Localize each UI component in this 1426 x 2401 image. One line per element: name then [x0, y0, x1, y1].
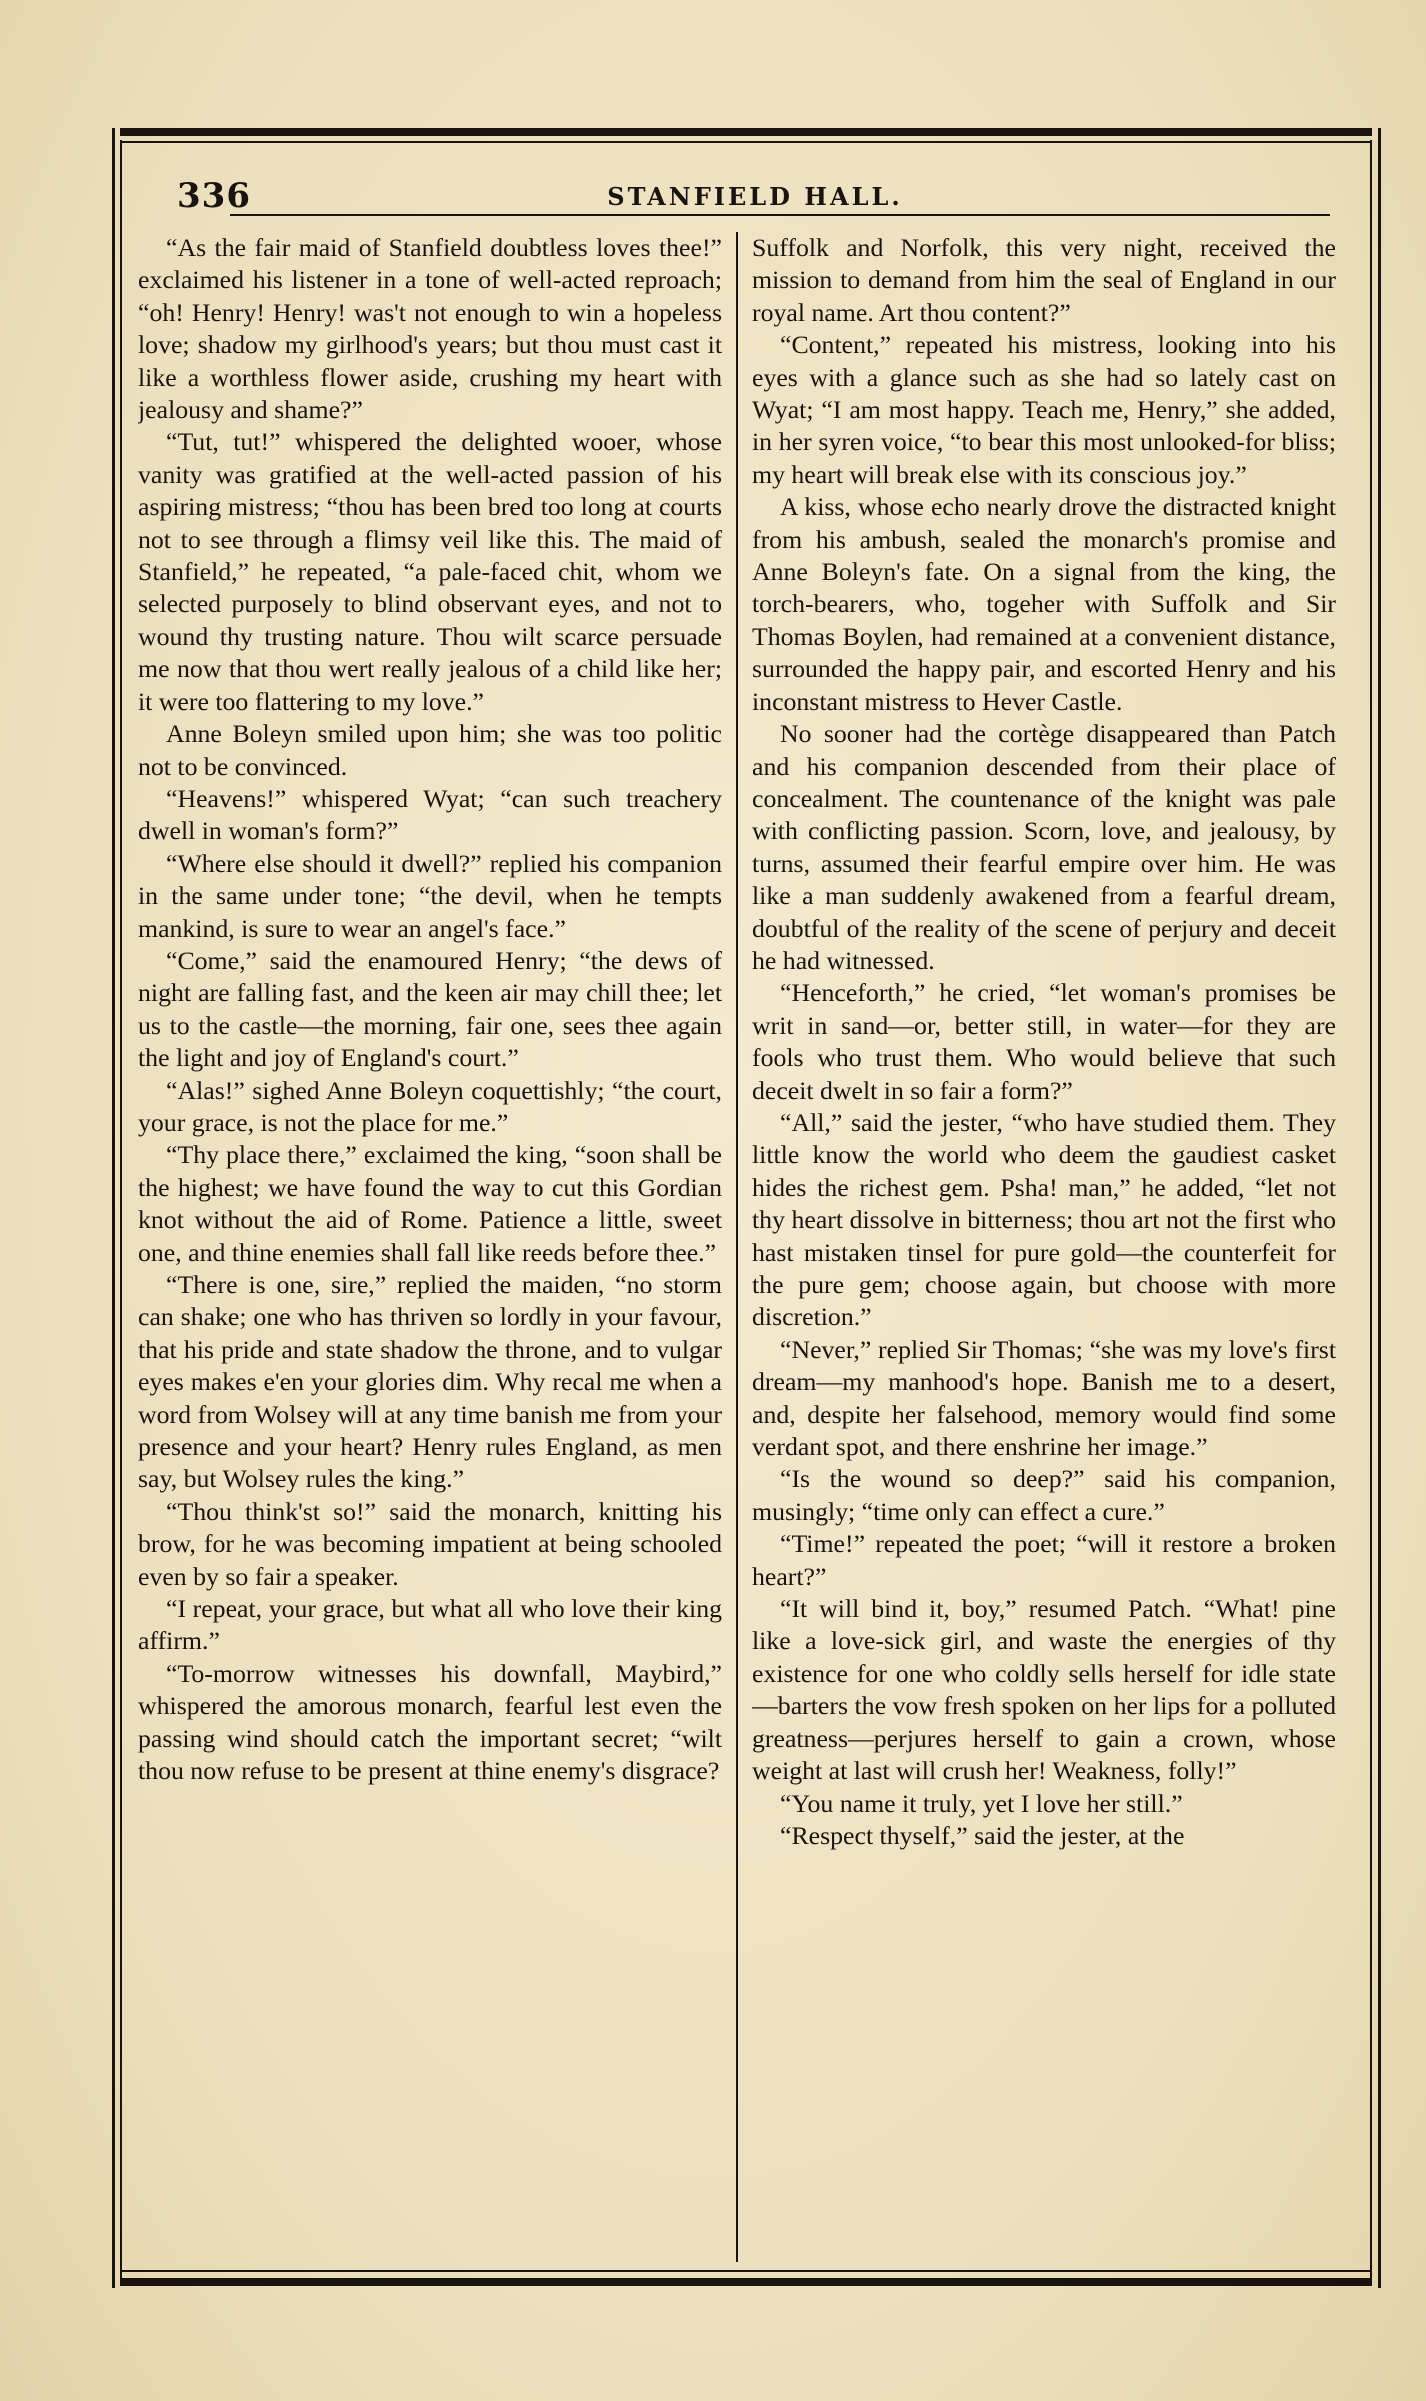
right-border-outer	[1378, 128, 1381, 2288]
paragraph: “To-morrow witnesses his downfall, Maybird,” whispered the amorous monarch, fearful lest even the passing wind should catch the important secret; “wilt thou now refuse to be present at thine enemy's disgrace?	[138, 1658, 722, 1786]
paragraph: “You name it truly, yet I love her still.”	[780, 1788, 1183, 1818]
paragraph: “Never,” replied Sir Thomas; “she was my love's first dream—my manhood's hope. Banish me to a desert, and, despite her falsehood, memory would find some verdant spot, and there enshrine her image.”	[752, 1334, 1336, 1462]
top-rule-thin	[120, 141, 1372, 143]
paragraph: “As the fair maid of Stanfield doubtless loves thee!” exclaimed his listener in a tone of well-acted reproach; “oh! Henry! Henry! was't not enough to win a hopeless love; shadow my girlhood's years; but thou must cast it like a worthless flower aside, crushing my heart with jealousy and shame?”	[138, 233, 722, 425]
right-border-inner	[1370, 140, 1372, 2280]
running-head: STANFIELD HALL.	[607, 182, 903, 211]
paragraph: “Alas!” sighed Anne Boleyn coquettishly; “the court, your grace, is not the place for me.”	[138, 1075, 722, 1137]
paragraph: Anne Boleyn smiled upon him; she was too politic not to be convinced.	[138, 719, 722, 781]
paragraph: “Henceforth,” he cried, “let woman's promises be writ in sand—or, better still, in water—for they are fools who trust them. Who would believe that such deceit dwelt in so fair a form?”	[752, 978, 1336, 1105]
paragraph: “Tut, tut!” whispered the delighted wooer, whose vanity was gratified at the well-acted passion of his aspiring mistress; “thou has been bred too long at courts not to see through a flimsy veil like this. The maid of Stanfield,” he repeated, “a pale-faced chit, whom we selected purposely to blind observant eyes, and not to wound thy trusting nature. Thou wilt scarce persuade me now that thou wert really jealous of a child like her; it were too flattering to my love.”	[138, 427, 722, 716]
top-rule-thick	[120, 128, 1372, 136]
paragraph: “Heavens!” whispered Wyat; “can such treachery dwell in woman's form?”	[138, 783, 722, 846]
paragraph: “It will bind it, boy,” resumed Patch. “What! pine like a love-sick girl, and waste the energies of thy existence for one who coldly sells herself for idle state—barters the vow fresh spoken on her lips for a polluted greatness—perjures herself to gain a crown, whose weight at last will crush her! Weakness, folly!”	[752, 1594, 1336, 1786]
paragraph: “Thy place there,” exclaimed the king, “soon shall be the highest; we have found the way to cut this Gordian knot without the aid of Rome. Patience a little, sweet one, and thine enemies shall fall like reeds before thee.”	[138, 1140, 722, 1267]
paragraph: “Where else should it dwell?” replied his companion in the same under tone; “the devil, when he tempts mankind, is sure to wear an angel's face.”	[138, 848, 722, 943]
page-number: 336	[177, 176, 251, 216]
paragraph: “Content,” repeated his mistress, looking into his eyes with a glance such as she had so lately cast on Wyat; “I am most happy. Teach me, Henry,” she added, in her syren voice, “to bear this most unlooked-for bliss; my heart will break else with its conscious joy.”	[752, 330, 1336, 489]
paragraph: No sooner had the cortège disappeared than Patch and his companion descended from their place of concealment. The countenance of the knight was pale with conflicting passion. Scorn, love, and jealousy, by turns, assumed their fearful empire over him. He was like a man suddenly awakened from a fearful dream, doubtful of the reality of the scene of perjury and deceit he had witnessed.	[752, 719, 1336, 975]
right-column	[752, 232, 1336, 2262]
paragraph: “Thou think'st so!” said the monarch, knitting his brow, for he was becoming impatient at being schooled even by so fair a speaker.	[138, 1496, 722, 1591]
bottom-rule-thick	[120, 2278, 1372, 2286]
paragraph: “I repeat, your grace, but what all who love their king affirm.”	[138, 1594, 722, 1656]
paragraph: “Respect thyself,” said the jester, at the	[780, 1820, 1185, 1850]
page-header	[165, 172, 1345, 220]
left-column	[138, 232, 722, 2262]
paragraph: “Is the wound so deep?” said his companion, musingly; “time only can effect a cure.”	[752, 1464, 1336, 1526]
left-border-inner	[120, 140, 122, 2280]
paragraph: A kiss, whose echo nearly drove the distracted knight from his ambush, sealed the monarch's promise and Anne Boleyn's fate. On a signal from the king, the torch-bearers, who, togeher with Suffolk and Sir Thomas Boylen, had remained at a convenient distance, surrounded the happy pair, and escorted Henry and his inconstant mistress to Hever Castle.	[752, 492, 1336, 716]
paragraph: “Come,” said the enamoured Henry; “the dews of night are falling fast, and the keen air may chill thee; let us to the castle—the morning, fair one, sees thee again the light and joy of England's court.”	[138, 945, 722, 1073]
paragraph: “There is one, sire,” replied the maiden, “no storm can shake; one who has thriven so lordly in your favour, that his pride and state shadow the throne, and to vulgar eyes makes e'en your glories dim. Why recal me when a word from Wolsey will at any time banish me from your presence and your heart? Henry rules England, as men say, but Wolsey rules the king.”	[138, 1270, 722, 1494]
column-divider	[736, 232, 738, 2262]
paragraph: “All,” said the jester, “who have studied them. They little know the world who deem the gaudiest casket hides the richest gem. Psha! man,” he added, “let not thy heart dissolve in bitterness; thou art not the first who hast mistaken tinsel for pure gold—the counterfeit for the pure gem; choose again, but choose with more discretion.”	[752, 1107, 1336, 1332]
paragraph-continued: Suffolk and Norfolk, this very night, received the mission to demand from him the seal of England in our royal name. Art thou content?”	[752, 233, 1336, 327]
left-border-outer	[112, 128, 115, 2288]
paragraph: “Time!” repeated the poet; “will it restore a broken heart?”	[752, 1529, 1336, 1591]
bottom-rule-thin	[120, 2270, 1372, 2272]
